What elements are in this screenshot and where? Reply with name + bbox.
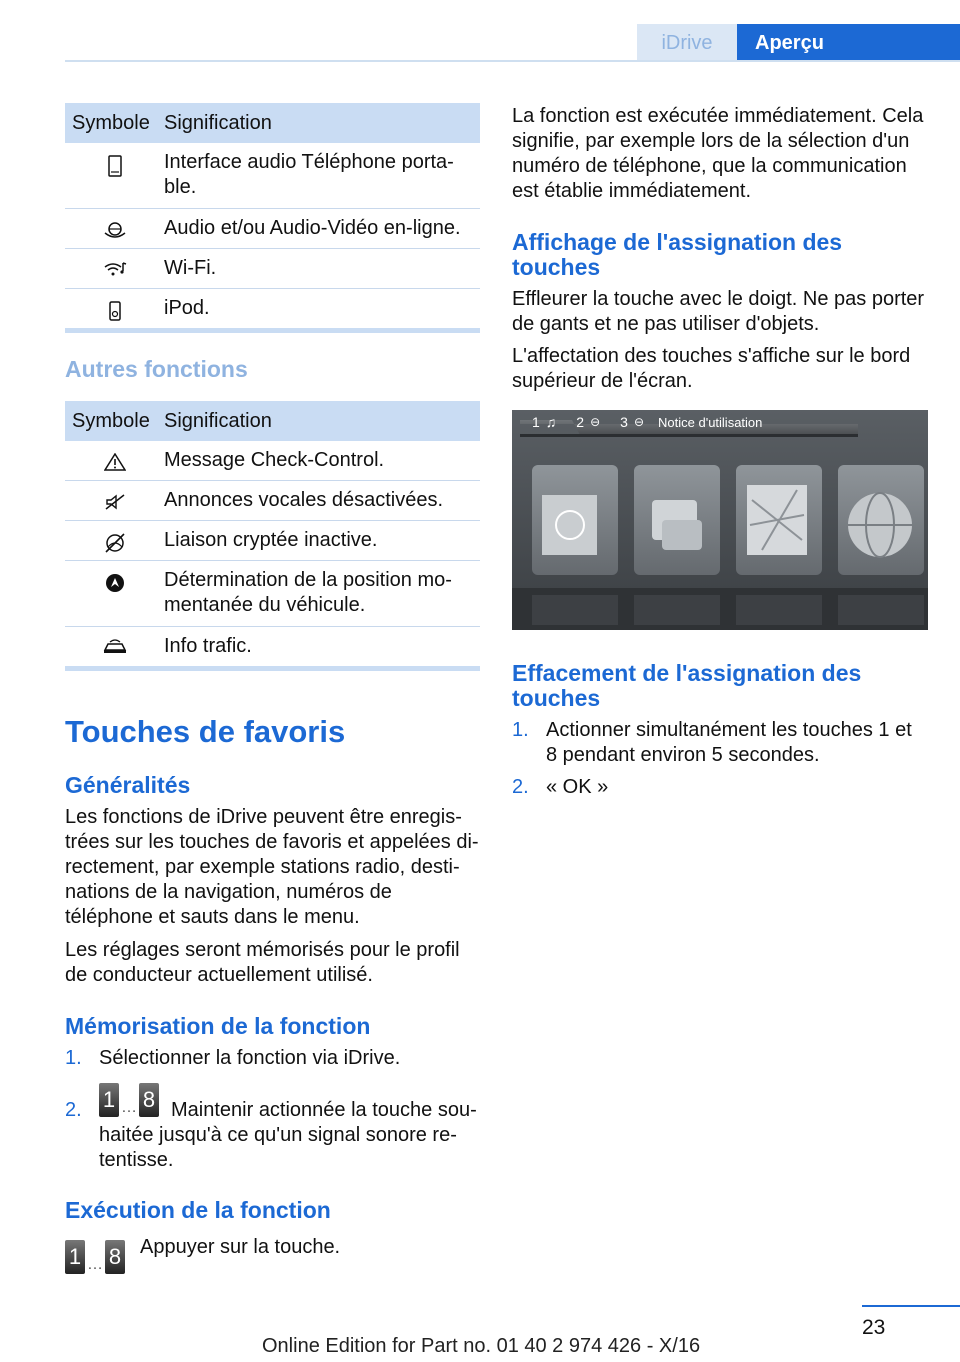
screen-tab-bar: [532, 414, 762, 430]
car-icon: ⊖: [633, 415, 645, 429]
screen-tab-2-num: 2: [576, 414, 585, 430]
screen-tab-3-num: 3: [620, 414, 628, 430]
table-footer-rule: [65, 328, 480, 333]
warning-icon: [104, 453, 126, 480]
effacement-heading: Effacement de l'assignation des touches: [512, 660, 862, 711]
row-text: Interface audio Téléphone porta- ble.: [164, 151, 454, 198]
page-number: 23: [862, 1316, 886, 1339]
symbol-table-1: [65, 103, 480, 333]
table-row: [65, 289, 480, 328]
list-text: Actionner simultanément les touches 1 et 8 pendant environ 5 secondes.: [546, 719, 912, 766]
row-text: Annonces vocales désactivées.: [164, 489, 444, 511]
generalites-heading: Généralités: [65, 772, 191, 798]
table-header: [65, 401, 480, 441]
encryption-inactive-icon: [104, 533, 126, 560]
screen-tab-label: Notice d'utilisation: [658, 414, 763, 430]
list-text: Sélectionner la fonction via iDrive.: [99, 1047, 401, 1069]
footer-rule: [862, 1305, 960, 1307]
row-text: Détermination de la position mo- mentanée du véhicule.: [164, 569, 452, 616]
col-meaning-header: Signification: [164, 409, 272, 432]
affichage-heading: Affichage de l'assignation des touches: [512, 229, 843, 280]
intro-paragraph: La fonction est exécutée immédiatement. Cela signifie, par exemple lors de la sélection d'un numéro de téléphone, que la communication est établie immédiatement.: [512, 105, 924, 202]
execution-text: Appuyer sur la touche.: [140, 1236, 341, 1258]
header-rule: [65, 60, 960, 62]
table-row: [65, 249, 480, 289]
favorite-key-1: 1: [99, 1083, 119, 1117]
memorisation-heading: Mémorisation de la fonction: [65, 1013, 371, 1039]
row-text: Wi-Fi.: [164, 257, 217, 279]
list-item: [512, 775, 927, 805]
row-text: iPod.: [164, 297, 210, 319]
table-row: [65, 209, 480, 249]
footer-edition: Online Edition for Part no. 01 40 2 974 426 - X/16: [262, 1335, 701, 1357]
list-item: [65, 1046, 480, 1076]
traffic-info-icon: [102, 639, 128, 666]
generalites-paragraph-1: Les fonctions de iDrive peuvent être enregis- trées sur les touches de favoris et appelées di- rectement, par exemple stations radio, desti- nations de la navigation, numéros de téléphone et sauts dans le menu.: [65, 806, 479, 928]
list-text: « OK »: [546, 776, 609, 798]
generalites-paragraph-2: Les réglages seront mémorisés pour le profil de conducteur actuellement utilisé.: [65, 939, 460, 986]
execution-heading: Exécution de la fonction: [65, 1197, 331, 1223]
row-text: Audio et/ou Audio-Vidéo en-ligne.: [164, 217, 461, 239]
key-ellipsis: …: [121, 1099, 137, 1116]
table-row: [65, 521, 480, 561]
list-text: Maintenir actionnée la touche sou- haitée jusqu'à ce qu'un signal sonore re- tentisse.: [99, 1099, 477, 1171]
key-ellipsis: …: [87, 1256, 103, 1273]
table-row: [65, 481, 480, 521]
favorite-key-8: 8: [105, 1240, 125, 1274]
screen-tile-globe: [838, 465, 924, 575]
list-item: [512, 718, 927, 773]
table-row: [65, 143, 480, 209]
car-icon: ⊖: [590, 415, 601, 429]
wifi-icon: [103, 261, 127, 288]
table-row: [65, 627, 480, 666]
header-section-tab: iDrive: [637, 24, 737, 62]
list-number: 1.: [512, 719, 529, 741]
symbol-table-2: [65, 401, 480, 671]
ipod-icon: [109, 301, 121, 328]
list-number: 2.: [65, 1099, 82, 1121]
position-icon: [105, 573, 125, 626]
phone-audio-icon: [108, 155, 122, 208]
favorite-key-8: 8: [139, 1083, 159, 1117]
favoris-heading: Touches de favoris: [65, 714, 346, 749]
row-text: Info trafic.: [164, 635, 252, 657]
screen-tab-1-num: 1: [532, 414, 540, 430]
online-audio-icon: [103, 221, 127, 248]
row-text: Message Check-Control.: [164, 449, 385, 471]
table-footer-rule: [65, 666, 480, 671]
table-header: [65, 103, 480, 143]
affichage-paragraph-1: Effleurer la touche avec le doigt. Ne pas porter de gants et ne pas utiliser d'objets.: [512, 288, 925, 335]
row-text: Liaison cryptée inactive.: [164, 529, 378, 551]
list-number: 1.: [65, 1047, 82, 1069]
col-symbol-header: Symbole: [72, 111, 150, 134]
screen-tile-bluetooth: [532, 465, 618, 575]
idrive-screen-image: [512, 410, 928, 630]
col-symbol-header: Symbole: [72, 409, 150, 432]
speaker-muted-icon: [104, 493, 126, 520]
table-row: [65, 441, 480, 481]
screen-tile-phone: [634, 465, 720, 575]
autres-fonctions-heading: Autres fonctions: [65, 356, 248, 382]
affichage-paragraph-2: L'affectation des touches s'affiche sur le bord supérieur de l'écran.: [512, 345, 911, 392]
favorite-keys-graphic: [65, 1240, 125, 1274]
list-number: 2.: [512, 776, 529, 798]
header-chapter-tab: Aperçu: [737, 24, 960, 62]
screen-tile-navigation: [736, 465, 822, 575]
col-meaning-header: Signification: [164, 111, 272, 134]
favorite-key-1: 1: [65, 1240, 85, 1274]
music-note-icon: ♫: [545, 414, 557, 430]
table-row: [65, 561, 480, 627]
